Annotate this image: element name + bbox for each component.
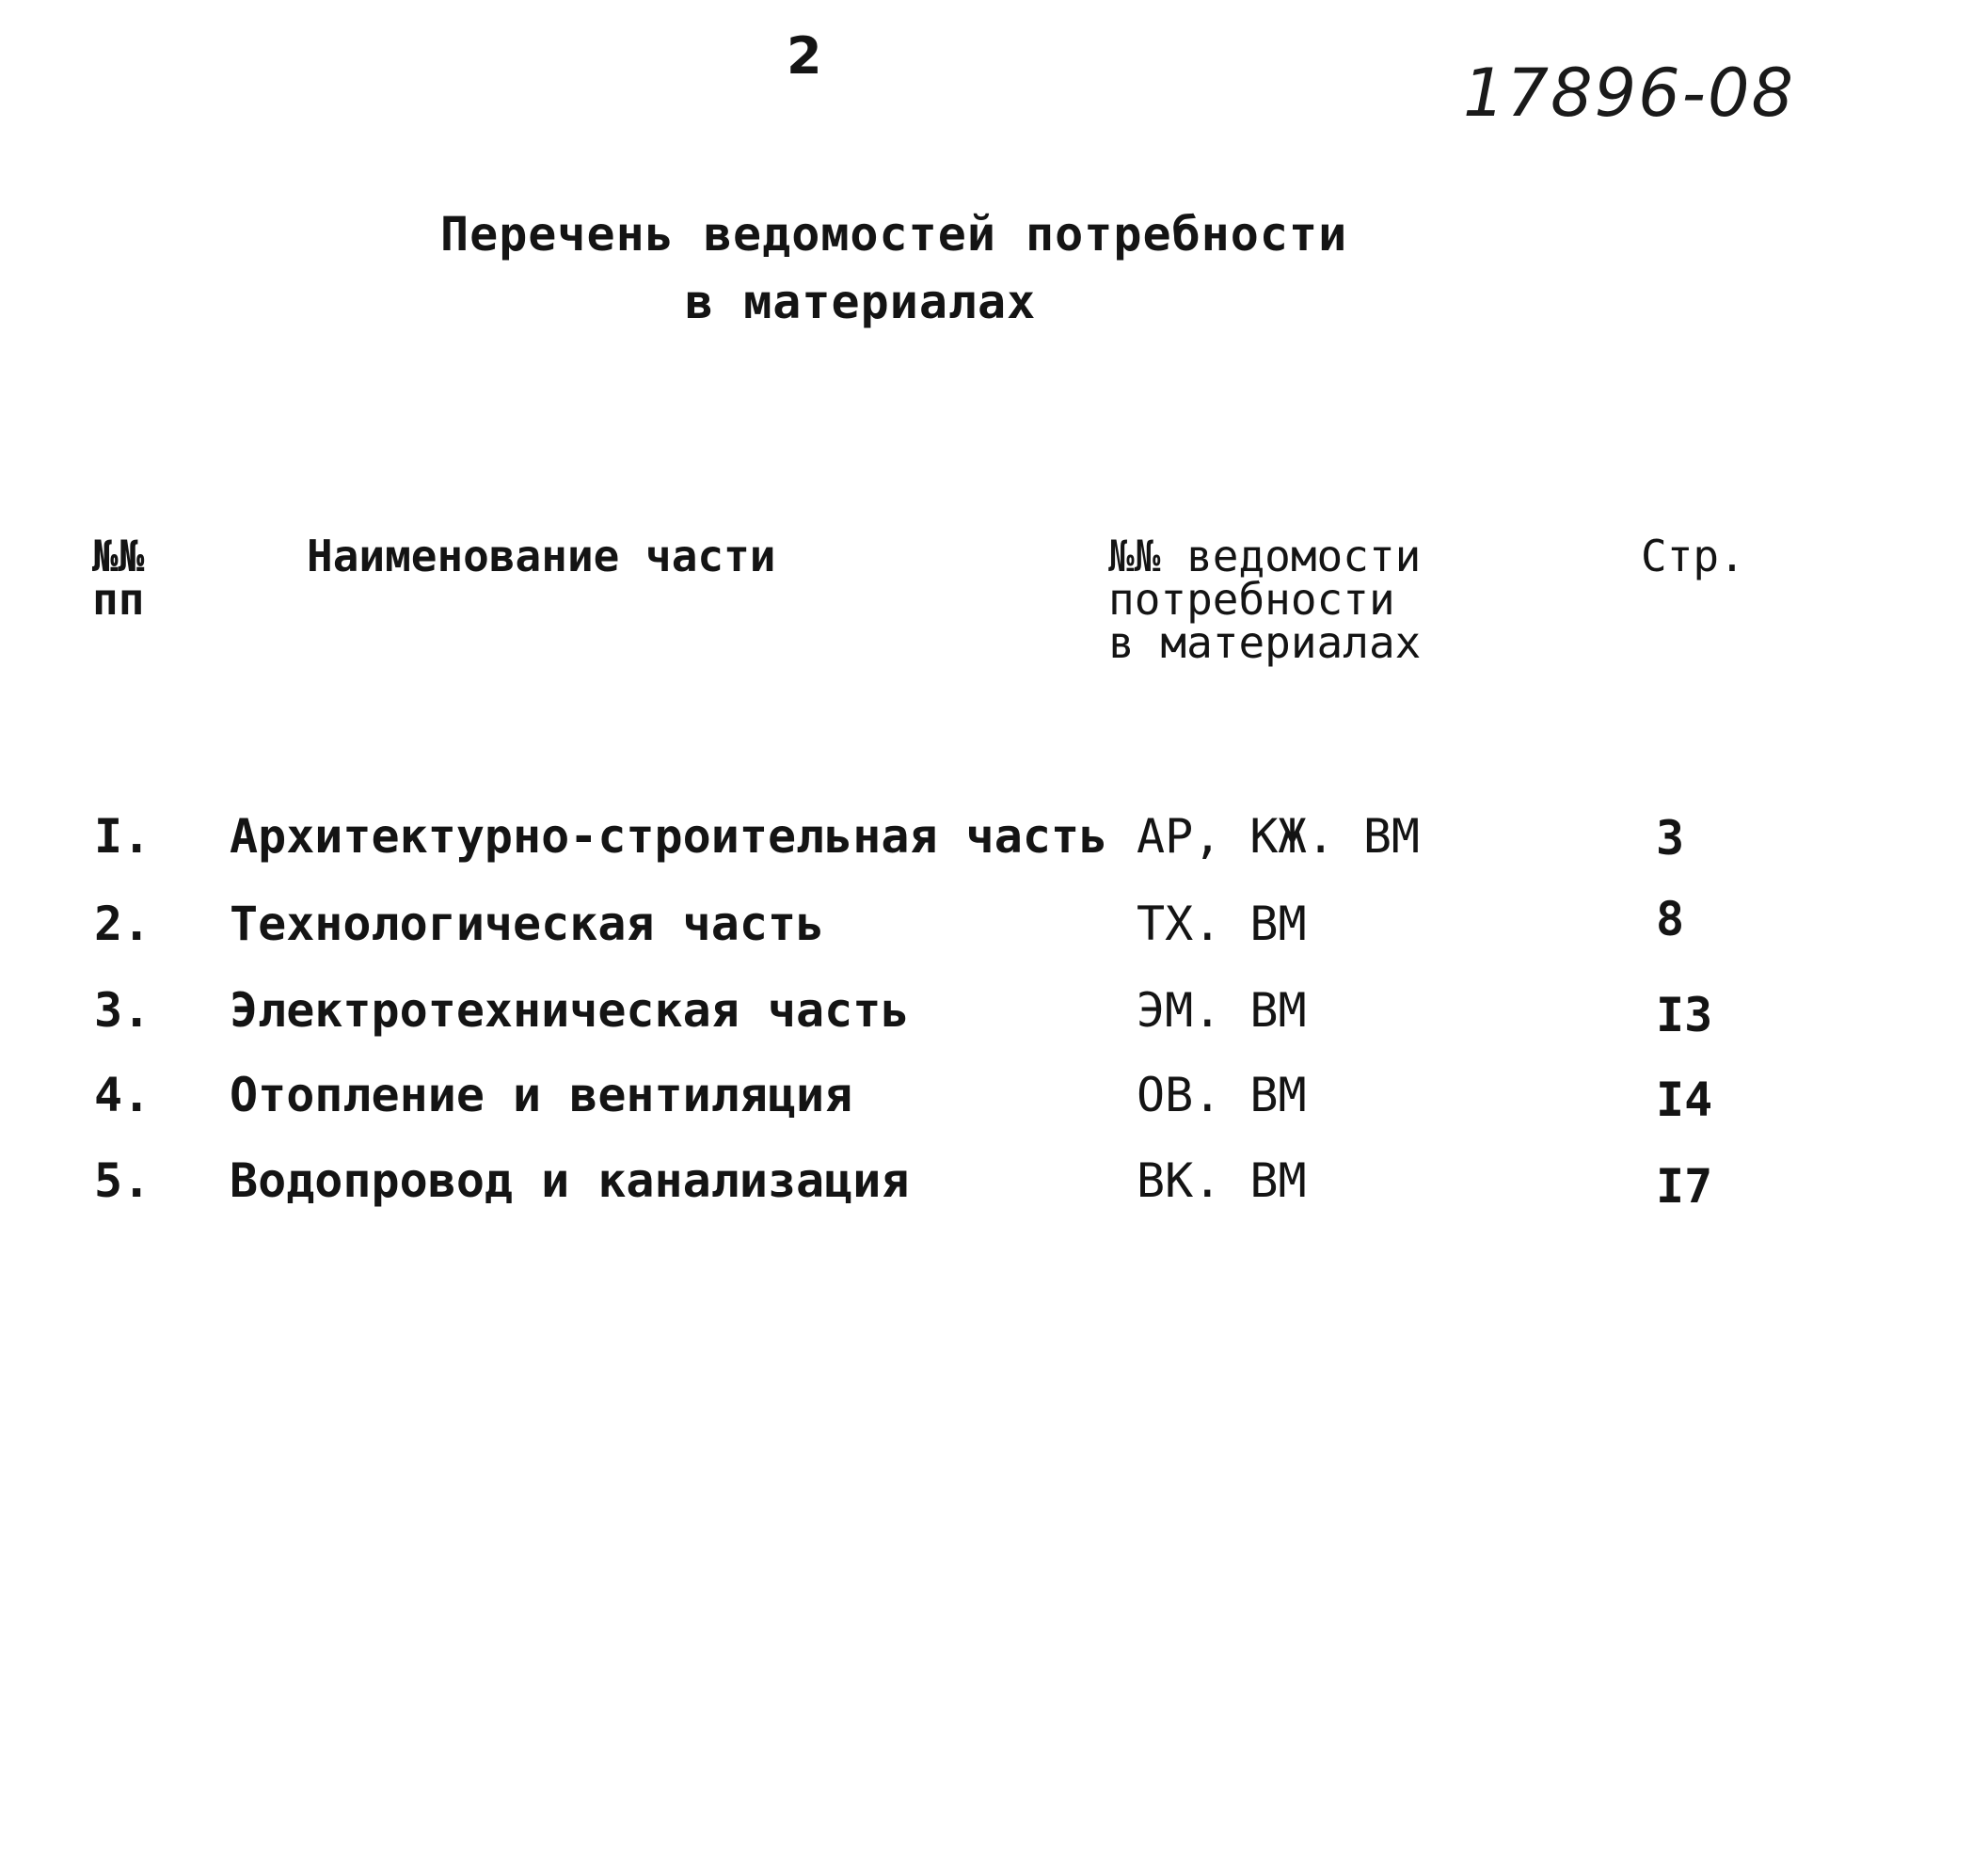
column-header-statement: №№ ведомости потребности в материалах [1108,531,1422,668]
row-name: Водопровод и канализация [230,1153,910,1208]
row-number: 4. [94,1068,151,1122]
column-header-page: Стр. [1641,531,1745,581]
row-page: 3 [1656,811,1685,866]
row-code: ОВ. ВМ [1137,1068,1307,1122]
document-title-line-1: Перечень ведомостей потребности [440,207,1348,262]
row-name: Отопление и вентиляция [230,1068,853,1122]
document-code: 17896-08 [1463,55,1796,132]
row-name: Архитектурно-строительная часть [230,809,1108,864]
column-header-name: Наименование части [307,531,776,581]
row-number: 3. [94,983,151,1038]
row-page: I4 [1656,1073,1713,1127]
page-number: 2 [787,26,822,86]
row-code: ЭМ. ВМ [1137,983,1307,1038]
row-name: Технологическая часть [230,897,825,951]
row-code: ТХ. ВМ [1137,897,1307,951]
row-code: ВК. ВМ [1137,1153,1307,1208]
row-code: АР, КЖ. ВМ [1137,809,1421,864]
row-name: Электротехническая часть [230,983,910,1038]
row-number: I. [94,809,151,864]
document-title-line-2: в материалах [685,275,1037,329]
row-page: 8 [1656,892,1685,946]
column-header-number: №№ пп [92,531,145,625]
row-number: 2. [94,897,151,951]
row-page: I7 [1656,1159,1713,1214]
row-page: I3 [1656,988,1713,1042]
row-number: 5. [94,1153,151,1208]
